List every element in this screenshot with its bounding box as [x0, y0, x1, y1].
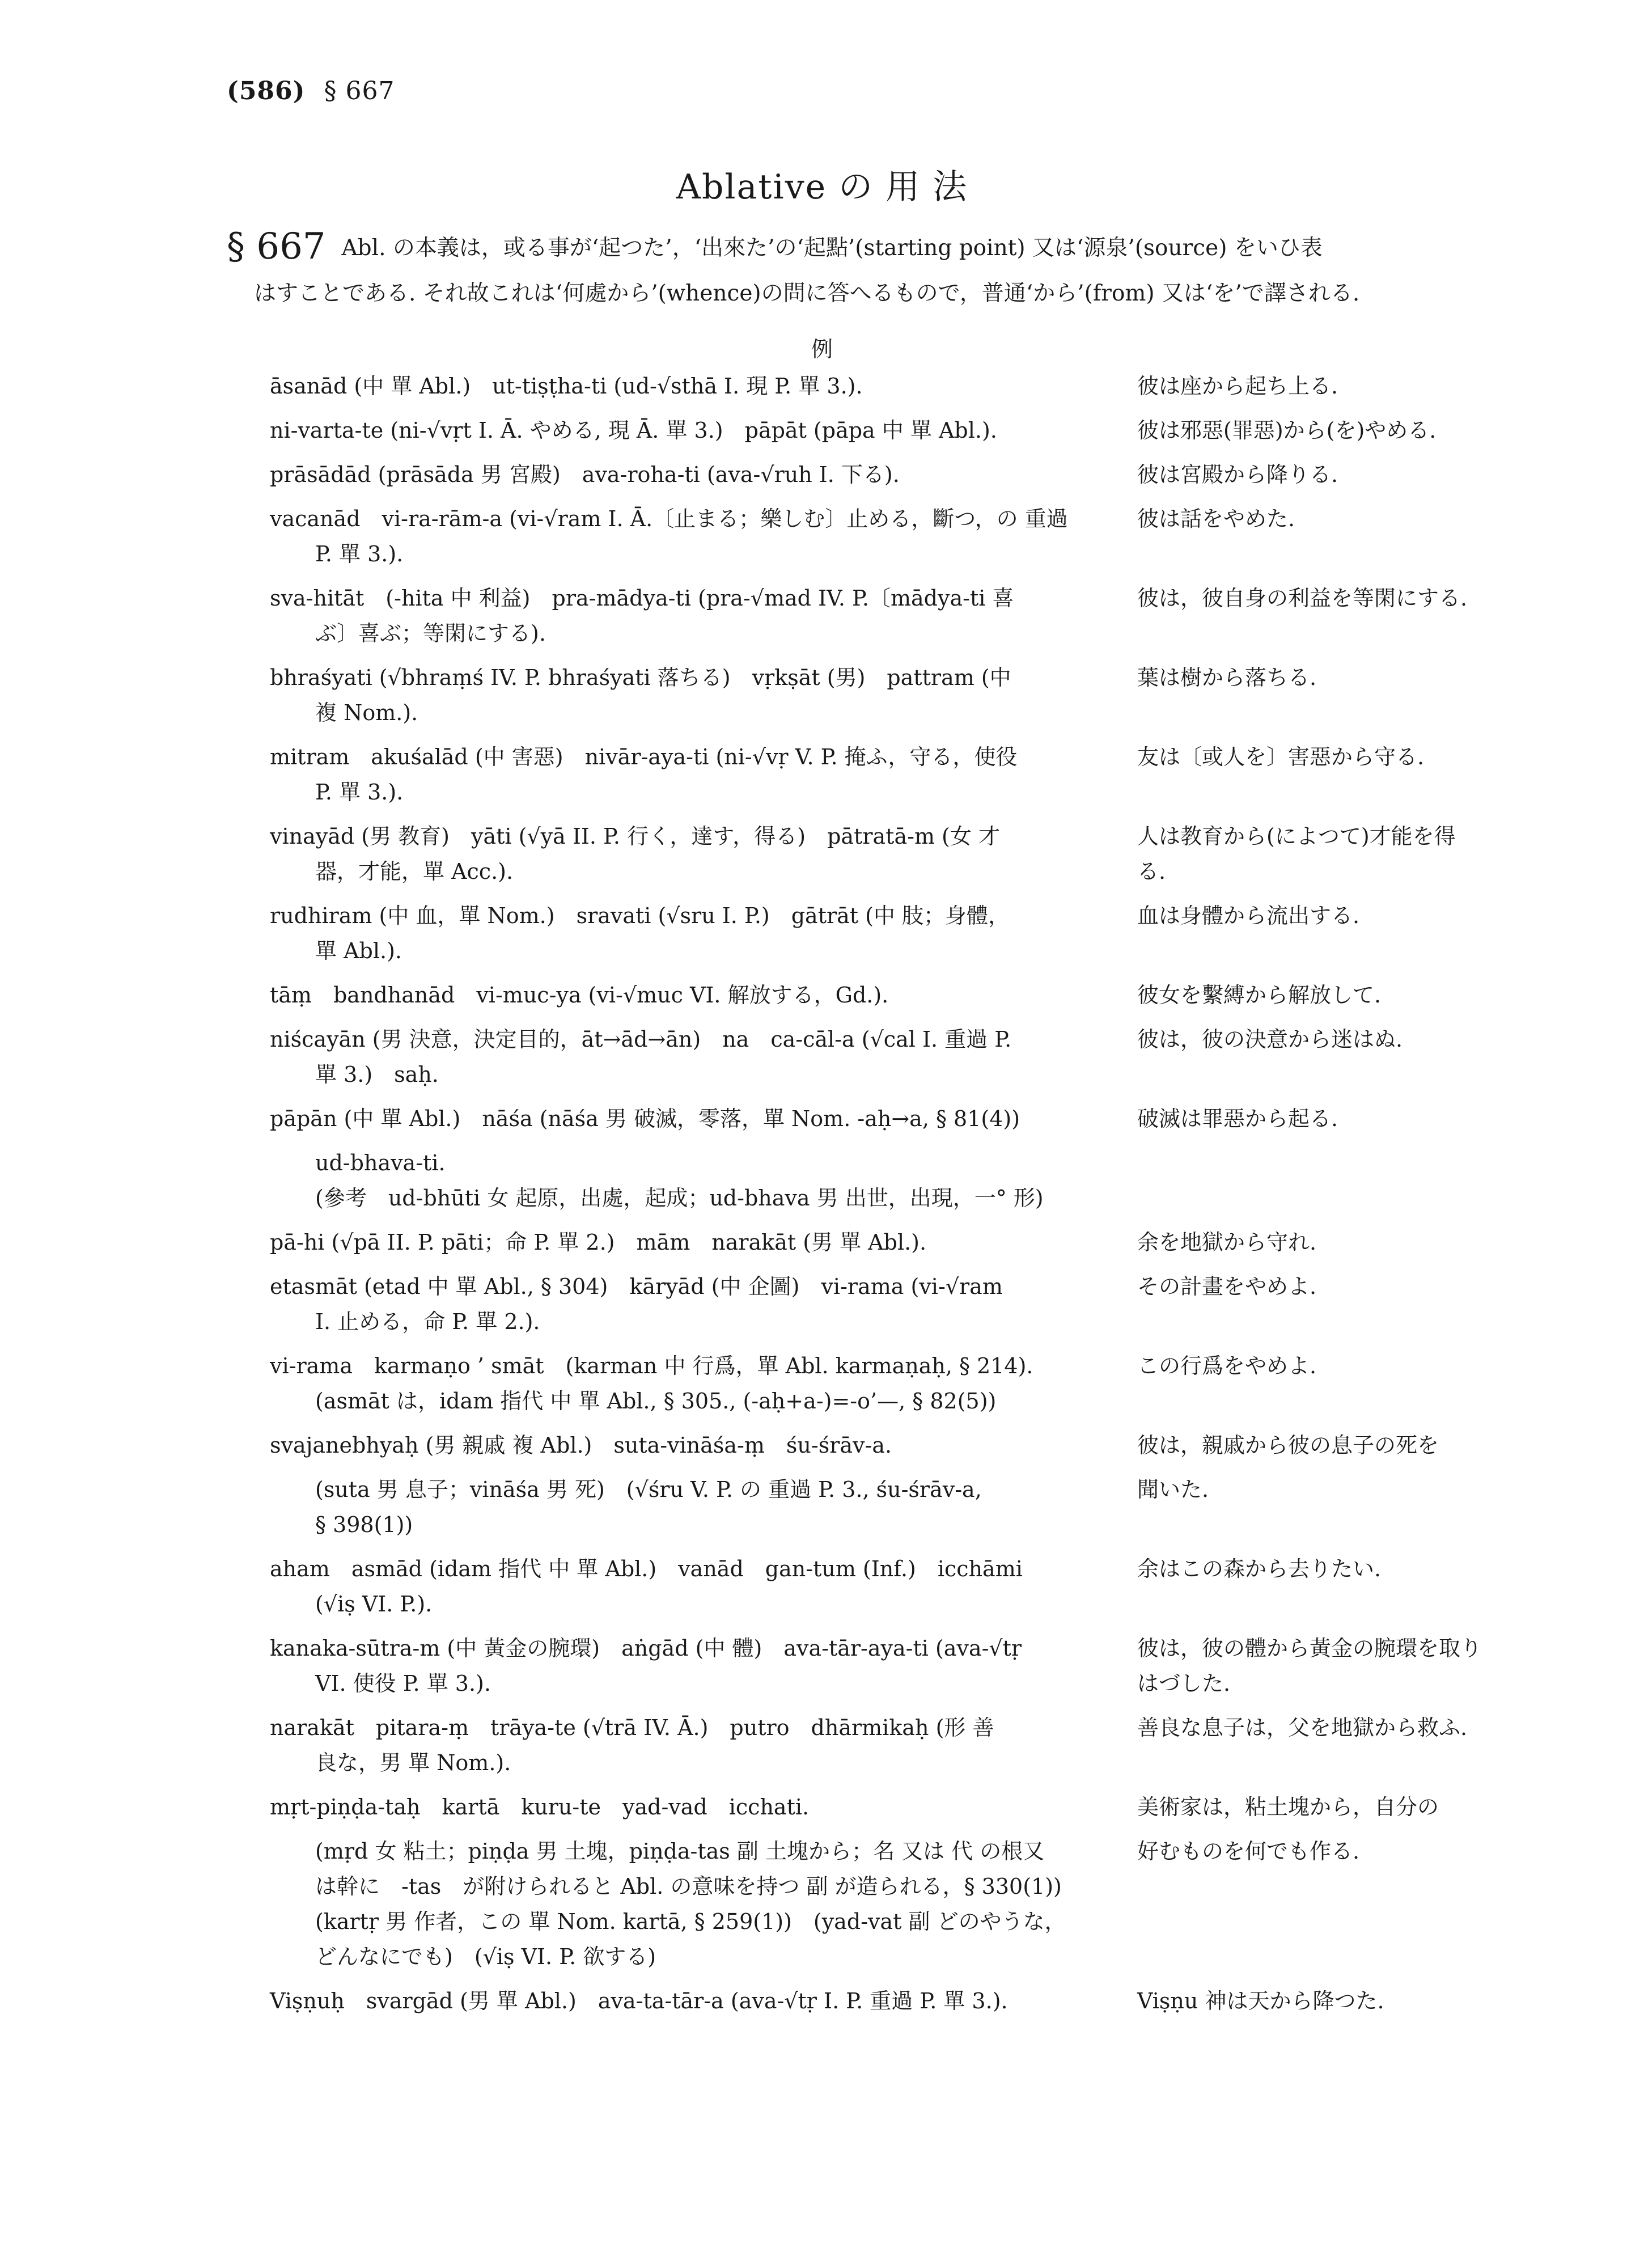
- example-translation: 美術家は，粘土塊から，自分の: [1137, 1795, 1439, 1820]
- example-label: 例: [811, 337, 833, 362]
- example-translation: 彼は，彼の決意から迷はぬ.: [1137, 1027, 1403, 1052]
- example-sanskrit: [270, 1983, 1137, 2019]
- example-sanskrit: [270, 739, 1137, 810]
- example-line: (suta 男 息子；vināśa 男 死) (√śru V. P. の 重過 P. 3., śu-śrāv-a,: [315, 1477, 982, 1502]
- example-line: 單 Abl.).: [315, 938, 402, 963]
- example-translation: 余を地獄から守れ.: [1137, 1230, 1317, 1255]
- example-line: は幹に -tas が附けられると Abl. の意味を持つ 副 が造られる，§ 330(1)): [315, 1874, 1062, 1899]
- example-row: [270, 739, 1483, 810]
- example-sanskrit: [270, 1348, 1137, 1419]
- example-sanskrit: [270, 1269, 1137, 1339]
- example-sanskrit: [270, 457, 1137, 492]
- example-row: [270, 1472, 1483, 1542]
- example-translation: 彼女を繫縛から解放して.: [1137, 983, 1382, 1008]
- example-translation: 血は身體から流出する.: [1137, 903, 1360, 928]
- example-translation: 破滅は罪惡から起る.: [1137, 1106, 1338, 1131]
- example-sanskrit: [270, 1428, 1137, 1463]
- example-line: P. 單 3.).: [315, 780, 404, 805]
- example-translation: Viṣṇu 神は天から降つた.: [1137, 1988, 1384, 2013]
- example-row: [270, 1348, 1483, 1419]
- example-sanskrit: [270, 1101, 1137, 1136]
- example-row: [270, 501, 1483, 572]
- example-line: etasmāt (etad 中 單 Abl., § 304) kāryād (中 企圖) vi-rama (vi-√ram: [270, 1274, 1003, 1299]
- section-number: § 667: [227, 226, 326, 268]
- example-line: āsanād (中 單 Abl.) ut-tiṣṭha-ti (ud-√sthā I. 現 P. 單 3.).: [270, 374, 863, 399]
- intro-line-1: Abl. の本義は，或る事が‘起つた’，‘出來た’の‘起點’(starting point) 又は‘源泉’(source) をいひ表: [341, 235, 1323, 261]
- example-row: [270, 1145, 1483, 1216]
- example-row: [270, 369, 1483, 404]
- example-line: aham asmād (idam 指代 中 單 Abl.) vanād gan-tum (Inf.) icchāmi: [270, 1556, 1023, 1581]
- intro-line-2: はすことである. それ故これは‘何處から’(whence)の問に答へるもので，普通‘から’(from) 又は‘を’で譯される.: [254, 281, 1360, 306]
- example-translation: 彼は邪惡(罪惡)から(を)やめる.: [1137, 418, 1437, 443]
- section-intro: [227, 224, 1474, 316]
- example-sanskrit: [270, 1710, 1137, 1780]
- example-sanskrit: [270, 1834, 1137, 1974]
- example-line: ud-bhava-ti.: [315, 1150, 446, 1175]
- example-sanskrit: [270, 1145, 1137, 1216]
- page-header: [227, 77, 395, 105]
- example-line: vinayād (男 教育) yāti (√yā II. P. 行く，達す，得る) pātratā-m (女 才: [270, 824, 1000, 849]
- example-sanskrit: [270, 660, 1137, 730]
- example-row: [270, 1225, 1483, 1260]
- example-line: (mṛd 女 粘土；piṇḍa 男 土塊，piṇḍa-tas 副 土塊から；名 又は 代 の根又: [315, 1839, 1045, 1864]
- example-translation: この行爲をやめよ.: [1137, 1353, 1317, 1378]
- example-translation: 余はこの森から去りたい.: [1137, 1556, 1382, 1581]
- example-translation: 友は〔或人を〕害惡から守る.: [1137, 744, 1425, 769]
- example-row: [270, 581, 1483, 651]
- example-sanskrit: [270, 1631, 1137, 1701]
- example-row: [270, 413, 1483, 448]
- example-row: [270, 978, 1483, 1013]
- example-translation: 彼は座から起ち上る.: [1137, 374, 1338, 399]
- example-line: I. 止める，命 P. 單 2.).: [315, 1309, 540, 1334]
- page-title: Ablative の 用 法: [676, 167, 968, 207]
- example-sanskrit: [270, 581, 1137, 651]
- example-row: [270, 1428, 1483, 1463]
- example-line: sva-hitāt (-hita 中 利益) pra-mādya-ti (pra-√mad IV. P.〔mādya-ti 喜: [270, 586, 1014, 611]
- example-translation: 聞いた.: [1137, 1477, 1209, 1502]
- example-sanskrit: [270, 413, 1137, 448]
- example-line: mṛt-piṇḍa-taḥ kartā kuru-te yad-vad icchati.: [270, 1795, 810, 1820]
- example-sanskrit: [270, 1472, 1137, 1542]
- example-line: (kartṛ 男 作者，この 單 Nom. kartā, § 259(1)) (yad-vat 副 どのやうな，: [315, 1909, 1066, 1934]
- example-sanskrit: [270, 501, 1137, 572]
- example-row: [270, 1551, 1483, 1622]
- example-line: narakāt pitara-ṃ trāya-te (√trā IV. Ā.) putro dhārmikaḥ (形 善: [270, 1715, 994, 1740]
- example-translation: 彼は宮殿から降りる.: [1137, 462, 1338, 487]
- example-sanskrit: [270, 898, 1137, 968]
- example-line: pāpān (中 單 Abl.) nāśa (nāśa 男 破滅，零落，單 Nom. -aḥ→a, § 81(4)): [270, 1106, 1020, 1131]
- example-line: bhraśyati (√bhraṃś IV. P. bhraśyati 落ちる) vṛkṣāt (男) pattram (中: [270, 665, 1011, 690]
- section-reference: § 667: [324, 77, 395, 105]
- example-translation: 彼は，彼自身の利益を等閑にする.: [1137, 586, 1468, 611]
- example-line: prāsādād (prāsāda 男 宮殿) ava-roha-ti (ava-√ruh I. 下る).: [270, 462, 900, 487]
- example-row: [270, 1022, 1483, 1092]
- example-sanskrit: [270, 1551, 1137, 1622]
- example-sanskrit: [270, 1225, 1137, 1260]
- example-row: [270, 1834, 1483, 1974]
- example-line: 器，才能，單 Acc.).: [315, 859, 514, 884]
- example-row: [270, 457, 1483, 492]
- example-line: 單 3.) saḥ.: [315, 1062, 439, 1087]
- example-translation: 人は教育から(によつて)才能を得る.: [1137, 824, 1456, 884]
- example-line: (asmāt は，idam 指代 中 單 Abl., § 305., (-aḥ+a-)=-o’—, § 82(5)): [315, 1389, 997, 1414]
- example-sanskrit: [270, 1789, 1137, 1825]
- example-row: [270, 660, 1483, 730]
- example-line: niścayān (男 決意，決定目的，āt→ād→ān) na ca-cāl-a (√cal I. 重過 P.: [270, 1027, 1012, 1052]
- example-line: ぶ〕喜ぶ；等閑にする).: [315, 621, 546, 646]
- example-row: [270, 1983, 1483, 2019]
- example-row: [270, 1710, 1483, 1780]
- example-translation: 彼は話をやめた.: [1137, 506, 1295, 531]
- example-line: rudhiram (中 血，單 Nom.) sravati (√sru I. P.) gātrāt (中 肢；身體，: [270, 903, 1010, 928]
- example-row: [270, 1631, 1483, 1701]
- example-sanskrit: [270, 978, 1137, 1013]
- example-translation: その計畫をやめよ.: [1137, 1274, 1317, 1299]
- example-line: tāṃ bandhanād vi-muc-ya (vi-√muc VI. 解放する，Gd.).: [270, 983, 889, 1008]
- example-line: (√iṣ VI. P.).: [315, 1592, 433, 1617]
- example-sanskrit: [270, 819, 1137, 889]
- example-translation: 善良な息子は，父を地獄から救ふ.: [1137, 1715, 1468, 1740]
- example-line: Viṣṇuḥ svargād (男 單 Abl.) ava-ta-tār-a (ava-√tṛ I. P. 重過 P. 單 3.).: [270, 1988, 1008, 2013]
- example-line: 複 Nom.).: [315, 700, 418, 725]
- page-number: (586): [227, 77, 306, 105]
- example-translation: 彼は，彼の體から黃金の腕環を取りはづした.: [1137, 1636, 1482, 1696]
- example-line: P. 單 3.).: [315, 541, 404, 566]
- example-line: § 398(1)): [315, 1512, 413, 1537]
- example-sanskrit: [270, 369, 1137, 404]
- example-line: ni-varta-te (ni-√vṛt I. Ā. やめる, 現 Ā. 單 3.) pāpāt (pāpa 中 單 Abl.).: [270, 418, 997, 443]
- example-row: [270, 1789, 1483, 1825]
- example-line: pā-hi (√pā II. P. pāti；命 P. 單 2.) mām narakāt (男 單 Abl.).: [270, 1230, 927, 1255]
- example-line: vacanād vi-ra-rām-a (vi-√ram I. Ā.〔止まる；樂しむ〕止める，斷つ，の 重過: [270, 506, 1068, 531]
- example-line: kanaka-sūtra-m (中 黃金の腕環) aṅgād (中 體) ava-tār-aya-ti (ava-√tṛ: [270, 1636, 1022, 1661]
- example-row: [270, 1101, 1483, 1136]
- example-translation: 好むものを何でも作る.: [1137, 1839, 1360, 1864]
- example-line: mitram akuśalād (中 害惡) nivār-aya-ti (ni-√vṛ V. P. 掩ふ，守る，使役: [270, 744, 1018, 769]
- example-line: vi-rama karmaṇo ’ smāt (karman 中 行爲，單 Abl. karmaṇaḥ, § 214).: [270, 1353, 1033, 1378]
- example-line: どんなにでも) (√iṣ VI. P. 欲する): [315, 1944, 656, 1969]
- example-sanskrit: [270, 1022, 1137, 1092]
- example-translation: 彼は，親戚から彼の息子の死を: [1137, 1433, 1439, 1458]
- example-row: [270, 819, 1483, 889]
- example-row: [270, 898, 1483, 968]
- example-translation: 葉は樹から落ちる.: [1137, 665, 1317, 690]
- example-line: 良な，男 單 Nom.).: [315, 1750, 511, 1775]
- examples-list: [270, 369, 1483, 2028]
- example-row: [270, 1269, 1483, 1339]
- example-line: svajanebhyaḥ (男 親戚 複 Abl.) suta-vināśa-ṃ śu-śrāv-a.: [270, 1433, 892, 1458]
- example-line: (參考 ud-bhūti 女 起原，出處，起成；ud-bhava 男 出世，出現，一° 形): [315, 1186, 1044, 1211]
- example-line: VI. 使役 P. 單 3.).: [315, 1671, 491, 1696]
